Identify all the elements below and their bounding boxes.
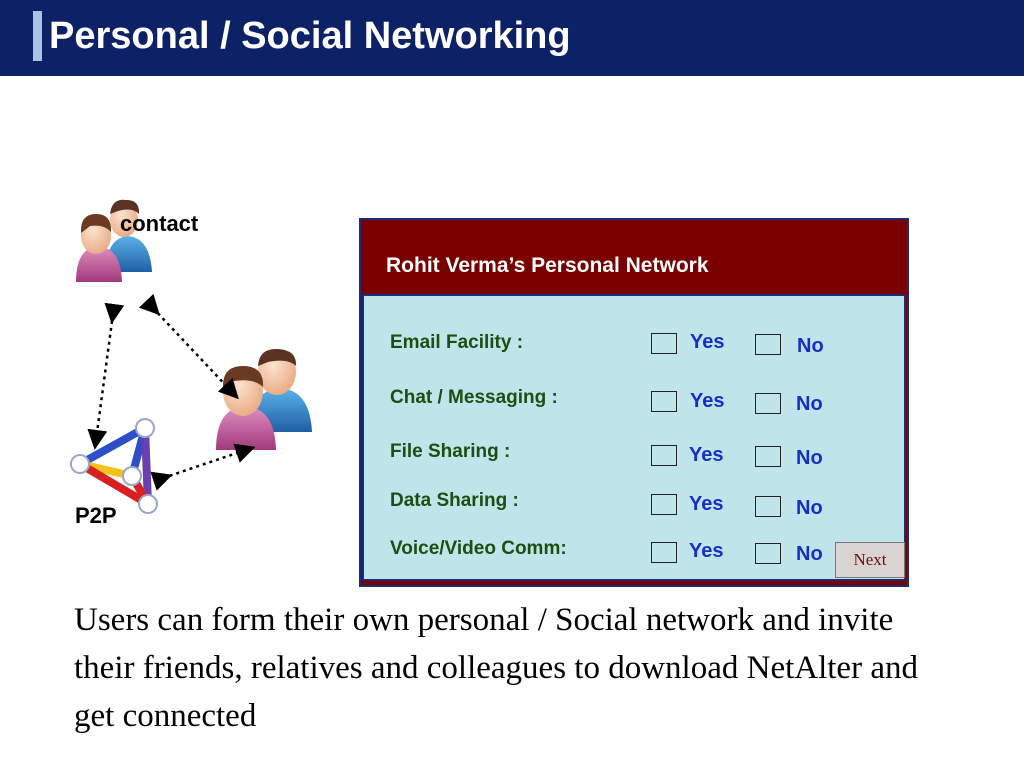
chat-yes-label: Yes [690, 390, 725, 412]
email-yes-checkbox[interactable] [651, 333, 677, 354]
chat-no-label: No [796, 393, 823, 415]
next-button[interactable]: Next [835, 542, 905, 578]
description-text: Users can form their own personal / Social network and invite their friends, relatives and colleagues to download NetAlter and get connected [74, 602, 918, 734]
p2p-network-icon [71, 419, 157, 513]
page-title: Personal / Social Networking [49, 15, 571, 57]
file-sharing-yes-label: Yes [689, 444, 724, 466]
data-sharing-yes-checkbox[interactable] [651, 494, 677, 515]
email-no-label: No [797, 335, 824, 357]
data-sharing-no-checkbox[interactable] [755, 496, 781, 517]
chat-yes-checkbox[interactable] [651, 391, 677, 412]
data-sharing-yes-label: Yes [689, 493, 724, 515]
file-sharing-no-checkbox[interactable] [755, 446, 781, 467]
p2p-label: P2P [75, 503, 117, 528]
connection-arrow [96, 314, 113, 440]
connection-arrow [153, 308, 232, 392]
chat-no-checkbox[interactable] [755, 393, 781, 414]
option-label-chat: Chat / Messaging : [390, 387, 558, 408]
voice-video-yes-checkbox[interactable] [651, 542, 677, 563]
option-label-email: Email Facility : [390, 332, 524, 353]
option-label-voice-video: Voice/Video Comm: [390, 538, 567, 559]
data-sharing-no-label: No [796, 497, 823, 519]
option-label-file-sharing: File Sharing : [390, 441, 511, 462]
voice-video-yes-label: Yes [689, 540, 724, 562]
voice-video-no-label: No [796, 543, 823, 565]
contact-label: contact [120, 211, 199, 236]
network-panel-title: Rohit Verma’s Personal Network [386, 254, 709, 277]
connection-arrow [163, 450, 246, 478]
users-icon [216, 349, 312, 450]
file-sharing-yes-checkbox[interactable] [651, 445, 677, 466]
email-yes-label: Yes [690, 331, 725, 353]
email-no-checkbox[interactable] [755, 334, 781, 355]
option-label-data-sharing: Data Sharing : [390, 490, 519, 511]
file-sharing-no-label: No [796, 447, 823, 469]
voice-video-no-checkbox[interactable] [755, 543, 781, 564]
